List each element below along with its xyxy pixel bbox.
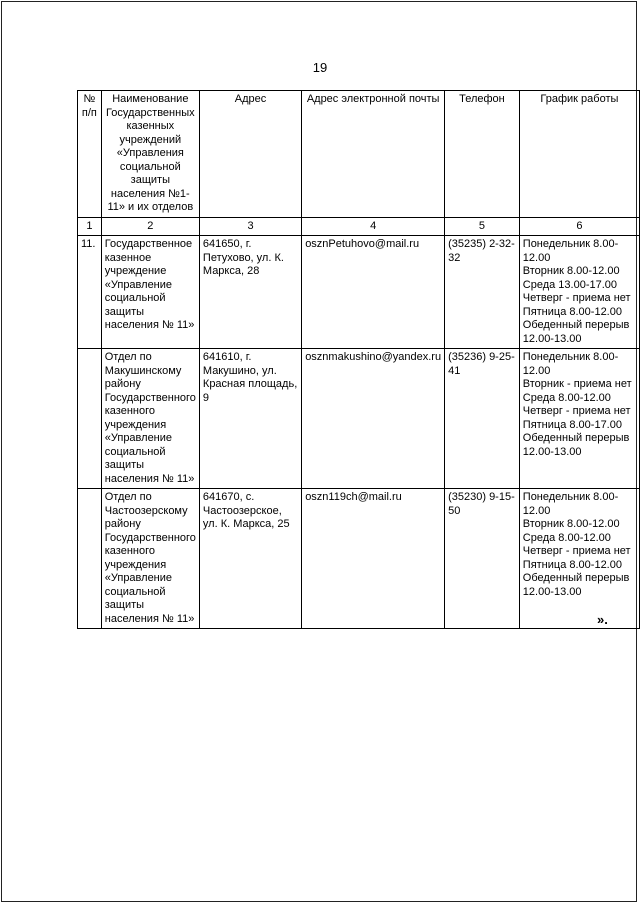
column-number: 5 [445,217,520,236]
office-schedule [519,349,639,489]
table-row [78,489,640,629]
schedule-line: Пятница 8.00-12.00 [522,558,622,571]
schedule-line: Пятница 8.00-12.00 [522,305,622,318]
column-number-row [78,217,640,236]
schedule-line: Понедельник 8.00-12.00 [522,238,619,264]
schedule-line: Среда 8.00-12.00 [522,391,611,404]
office-schedule [519,236,639,349]
office-name: Отдел по Макушинскому району Государственного казенного учреждения «Управление социальной защиты населения № 11» [101,349,199,489]
schedule-line: Среда 13.00-17.00 [522,278,618,291]
table-row [78,349,640,489]
office-phone: (35230) 9-15-50 [445,489,520,629]
office-phone: (35235) 2-32-32 [445,236,520,349]
schedule-line: Четверг - приема нет [522,292,631,304]
column-number: 2 [101,217,199,236]
schedule-line: Обеденный перерыв 12.00-13.00 [522,319,630,345]
schedule-line: Понедельник 8.00-12.00 [522,351,619,377]
office-name: Отдел по Частоозерскому району Государственного казенного учреждения «Управление социальной защиты населения № 11» [101,489,199,629]
office-email: osznmakushino@yandex.ru [302,349,445,489]
header-email: Адрес электронной почты [302,91,445,218]
closing-quote-mark: ». [597,612,608,627]
office-phone: (35236) 9-25-41 [445,349,520,489]
header-name: Наименование Государственных казенных учреждений «Управления социальной защиты населения №1-11» и их отделов [101,91,199,218]
schedule-line: Обеденный перерыв 12.00-13.00 [522,572,630,598]
schedule-line: Среда 8.00-12.00 [522,531,611,544]
column-number: 1 [78,217,102,236]
office-schedule [519,489,639,629]
offices-table [77,90,640,629]
schedule-line: Четверг - приема нет [522,545,631,557]
office-email: oszn119ch@mail.ru [302,489,445,629]
row-number [78,489,102,629]
header-number: № п/п [78,91,102,218]
header-phone: Телефон [445,91,520,218]
table-header-row [78,91,640,218]
header-address: Адрес [199,91,301,218]
column-number: 6 [519,217,639,236]
schedule-line: Пятница 8.00-17.00 [522,418,622,431]
schedule-line: Четверг - приема нет [522,405,631,417]
schedule-line: Понедельник 8.00-12.00 [522,491,619,517]
office-address: 641670, с. Частоозерское, ул. К. Маркса, 25 [199,489,301,629]
schedule-line: Вторник 8.00-12.00 [522,518,620,530]
office-name: Государственное казенное учреждение «Управление социальной защиты населения № 11» [101,236,199,349]
row-number: 11. [78,236,102,349]
office-email: osznPetuhovo@mail.ru [302,236,445,349]
office-address: 641650, г. Петухово, ул. К. Маркса, 28 [199,236,301,349]
office-address: 641610, г. Макушино, ул. Красная площадь, 9 [199,349,301,489]
header-schedule: График работы [519,91,639,218]
schedule-line: Обеденный перерыв 12.00-13.00 [522,432,630,458]
schedule-line: Вторник 8.00-12.00 [522,265,620,277]
row-number [78,349,102,489]
schedule-line: Вторник - приема нет [522,378,632,390]
column-number: 4 [302,217,445,236]
page-number: 19 [312,60,328,75]
column-number: 3 [199,217,301,236]
table-row [78,236,640,349]
